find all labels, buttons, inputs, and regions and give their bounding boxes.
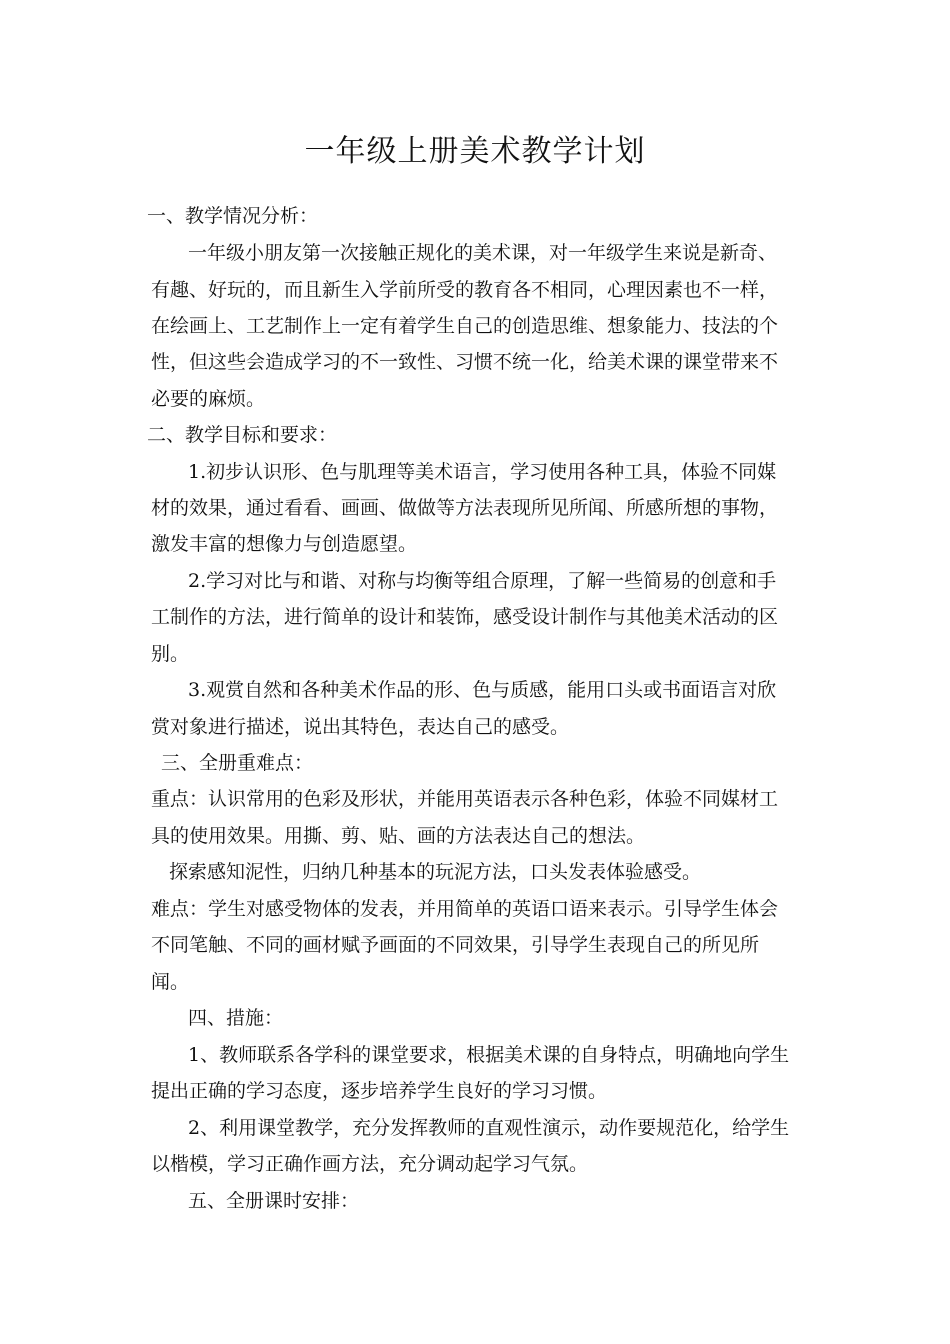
document-title: 一年级上册美术教学计划 [304,134,646,169]
section-heading-measures: 四、措施： [188,1007,284,1029]
paragraph-line: 2.学习对比与和谐、对称与均衡等组合原理，了解一些简易的创意和手 [188,570,777,592]
paragraph-line: 一年级小朋友第一次接触正规化的美术课，对一年级学生来说是新奇、 [188,242,778,264]
paragraph-line: 以楷模，学习正确作画方法，充分调动起学习气氛。 [151,1153,589,1175]
paragraph-line: 在绘画上、工艺制作上一定有着学生自己的创造思维、想象能力、技法的个 [151,315,779,337]
paragraph-line: 重点：认识常用的色彩及形状，并能用英语表示各种色彩，体验不同媒材工 [151,788,779,810]
paragraph-line: 1、教师联系各学科的课堂要求，根据美术课的自身特点，明确地向学生 [188,1044,790,1066]
section-heading-analysis: 一、教学情况分析： [147,205,319,227]
paragraph-line: 1.初步认识形、色与肌理等美术语言，学习使用各种工具，体验不同媒 [188,461,777,483]
paragraph-line: 性，但这些会造成学习的不一致性、习惯不统一化，给美术课的课堂带来不 [151,351,779,373]
paragraph-line: 探索感知泥性，归纳几种基本的玩泥方法，口头发表体验感受。 [169,861,702,883]
paragraph-line: 3.观赏自然和各种美术作品的形、色与质感，能用口头或书面语言对欣 [188,679,777,701]
section-heading-schedule: 五、全册课时安排： [188,1190,360,1212]
paragraph-line: 有趣、好玩的，而且新生入学前所受的教育各不相同，心理因素也不一样， [151,279,779,301]
paragraph-line: 不同笔触、不同的画材赋予画面的不同效果，引导学生表现自己的所见所 [151,934,760,956]
paragraph-line: 材的效果，通过看看、画画、做做等方法表现所见所闻、所感所想的事物， [151,497,779,519]
paragraph-line: 提出正确的学习态度，逐步培养学生良好的学习习惯。 [151,1080,608,1102]
section-heading-key-points: 三、全册重难点： [161,752,314,774]
paragraph-line: 具的使用效果。用撕、剪、贴、画的方法表达自己的想法。 [151,825,646,847]
paragraph-line: 赏对象进行描述，说出其特色，表达自己的感受。 [151,716,570,738]
paragraph-line: 难点：学生对感受物体的发表，并用简单的英语口语来表示。引导学生体会 [151,898,779,920]
section-heading-goals: 二、教学目标和要求： [147,424,338,446]
paragraph-line: 工制作的方法，进行简单的设计和装饰，感受设计制作与其他美术活动的区 [151,606,779,628]
paragraph-line: 激发丰富的想像力与创造愿望。 [151,533,418,555]
paragraph-line: 2、利用课堂教学，充分发挥教师的直观性演示，动作要规范化，给学生 [188,1117,790,1139]
paragraph-line: 必要的麻烦。 [151,388,266,410]
paragraph-line: 别。 [151,643,190,665]
paragraph-line: 闻。 [151,971,190,993]
